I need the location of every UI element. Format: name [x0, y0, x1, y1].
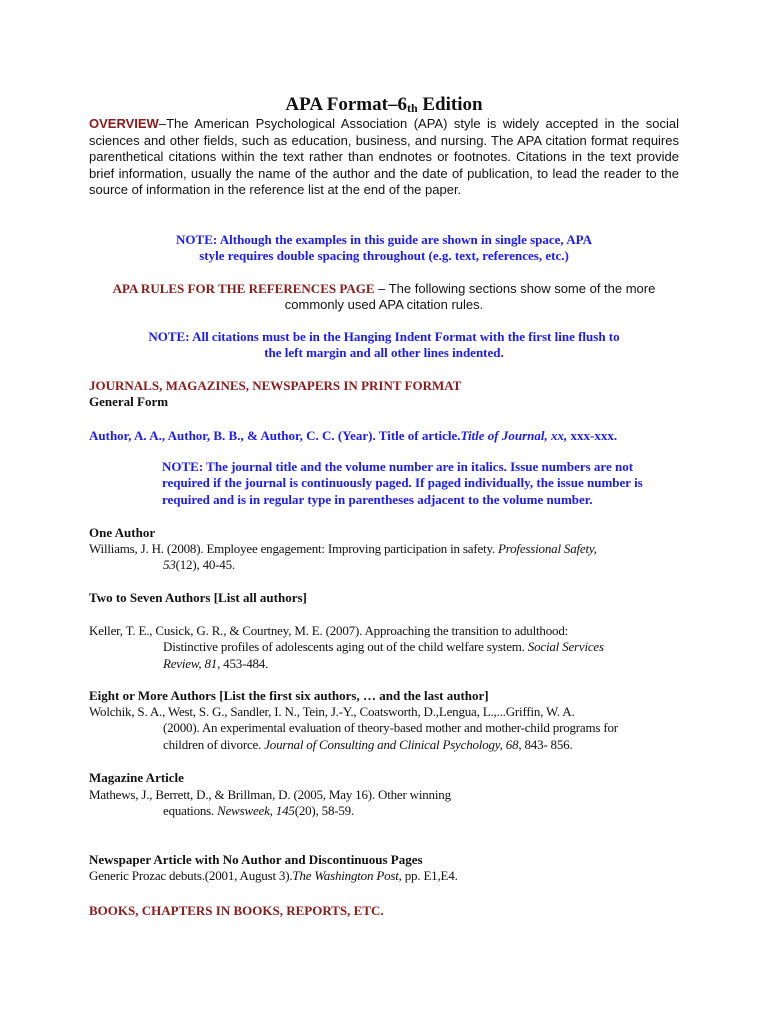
- note-line: style requires double spacing throughout (e.g. text, references, etc.): [199, 248, 569, 264]
- overview-paragraph: [89, 116, 679, 199]
- rules-text: – The following sections show some of the more: [374, 281, 656, 296]
- ref-line: [89, 737, 679, 753]
- ref-line: (2000). An experimental evaluation of theory-based mother and mother-child programs for: [163, 720, 618, 736]
- ref-line: Wolchik, S. A., West, S. G., Sandler, I. N., Tein, J.-Y., Coatsworth, D.,Lengua, L.,...Griffin, W. A.: [89, 704, 575, 719]
- ref-line: [89, 868, 679, 884]
- note-hanging-indent: [89, 329, 679, 362]
- ref-line: [89, 639, 679, 655]
- note-double-spacing: [89, 232, 679, 265]
- heading-eight-or-more-authors: Eight or More Authors [List the first six authors, … and the last author]: [89, 688, 489, 703]
- ref-text: 843- 856.: [521, 736, 573, 752]
- ref-line: [89, 803, 679, 819]
- ref-text: , 453-484.: [217, 655, 269, 671]
- ref-text: equations.: [163, 803, 218, 819]
- ref-text: pp. E1,E4.: [401, 868, 458, 883]
- reference-newspaper-article: [89, 868, 679, 884]
- ref-text: Williams, J. H. (2008). Employee engagement: Improving participation in safety.: [89, 541, 499, 556]
- heading-magazine-article: Magazine Article: [89, 770, 184, 785]
- title-end: Edition: [417, 94, 483, 115]
- general-form-italic: Title of Journal, xx,: [460, 428, 568, 443]
- ref-italic: Review, 81: [163, 655, 218, 671]
- heading-newspaper-article: Newspaper Article with No Author and Discontinuous Pages: [89, 852, 423, 867]
- page-title: [0, 94, 768, 116]
- ref-italic: Social Services: [527, 639, 604, 655]
- reference-magazine-article: [89, 787, 679, 820]
- ref-text: children of divorce.: [163, 736, 265, 752]
- rules-text: commonly used APA citation rules.: [284, 297, 484, 313]
- ref-line: Mathews, J., Berrett, D., & Brillman, D. (2005, May 16). Other winning: [89, 787, 451, 802]
- note-line: NOTE: Although the examples in this guide are shown in single space, APA: [176, 232, 592, 247]
- overview-label: OVERVIEW: [89, 116, 159, 131]
- ref-italic: Journal of Consulting and Clinical Psychology, 68,: [264, 736, 522, 752]
- heading-two-to-seven-authors: Two to Seven Authors [List all authors]: [89, 590, 307, 605]
- heading-one-author: One Author: [89, 525, 156, 540]
- section-heading-journals: JOURNALS, MAGAZINES, NEWSPAPERS IN PRINT FORMAT: [89, 378, 462, 393]
- note-line: the left margin and all other lines indented.: [264, 345, 504, 361]
- ref-line: [89, 557, 679, 573]
- title-main: APA Format–6: [285, 94, 407, 115]
- ref-text: (20), 58-59.: [294, 803, 355, 819]
- general-form-end: xxx-xxx.: [567, 428, 618, 443]
- ref-italic: The Washington Post,: [292, 868, 402, 883]
- reference-eight-or-more-authors: [89, 704, 679, 753]
- rules-paragraph: [89, 281, 679, 314]
- reference-one-author: [89, 541, 679, 574]
- ref-line: [89, 656, 679, 672]
- ref-text: (12), 40-45.: [175, 557, 235, 573]
- ref-text: Generic Prozac debuts.(2001, August 3).: [89, 868, 293, 883]
- ref-line: Keller, T. E., Cusick, G. R., & Courtney, M. E. (2007). Approaching the transition to adulthood:: [89, 623, 569, 638]
- general-form-plain: Author, A. A., Author, B. B., & Author, C. C. (Year). Title of article.: [89, 428, 461, 443]
- ref-line: [89, 541, 679, 557]
- ref-italic: Newsweek, 145: [217, 803, 295, 819]
- rules-label: APA RULES FOR THE REFERENCES PAGE: [112, 281, 375, 296]
- note-line: NOTE: All citations must be in the Hanging Indent Format with the first line flush to: [148, 329, 620, 344]
- reference-two-to-seven-authors: [89, 623, 679, 672]
- title-superscript: th: [406, 101, 418, 115]
- subheading-general-form: General Form: [89, 394, 169, 409]
- general-form-template: [89, 428, 689, 444]
- ref-italic: Professional Safety,: [498, 541, 597, 556]
- note-journal-italics: NOTE: The journal title and the volume number are in italics. Issue numbers are not required if the journal is continuously paged. If paged individually, the issue number is required and is in regular type in parentheses adjacent to the volume number.: [162, 459, 643, 507]
- ref-text: Distinctive profiles of adolescents aging out of the child welfare system.: [163, 639, 528, 655]
- overview-text: –The American Psychological Association (APA) style is widely accepted in the social sciences and other fields, such as education, business, and nursing. The APA citation format requires parenthetical citations within the text rather than endnotes or footnotes. Citations in the text provide brief information, usually the name of the author and the date of publication, to lead the reader to the source of information in the reference list at the end of the paper.: [89, 116, 679, 198]
- section-heading-books: BOOKS, CHAPTERS IN BOOKS, REPORTS, ETC.: [89, 903, 384, 918]
- ref-italic: 53: [163, 557, 176, 573]
